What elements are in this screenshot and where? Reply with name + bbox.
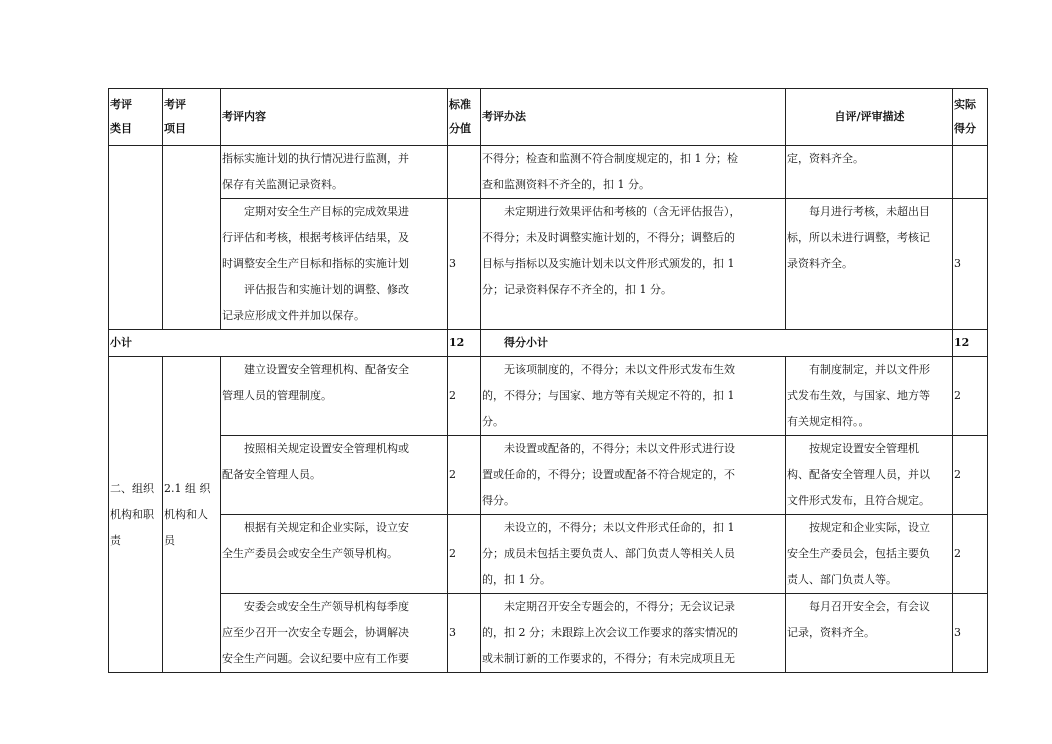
header-item: 考评 项目: [163, 89, 221, 146]
table-row: [109, 436, 988, 515]
review-cell: 每月召开安全会，有会议 记录，资料齐全。: [786, 594, 953, 673]
table-row: [109, 594, 988, 673]
item-cell: 2.1 组 织 机构和人 员: [163, 357, 221, 673]
review-cell: 有制度制定，并以文件形 式发布生效，与国家、地方等 有关规定相符。。: [786, 357, 953, 436]
actual-cell: 2: [953, 515, 988, 594]
header-method: 考评办法: [481, 89, 786, 146]
method-cell: 无该项制度的，不得分；未以文件形式发布生效 的，不得分；与国家、地方等有关规定不符的，扣 1 分。: [481, 357, 786, 436]
score-cell: 2: [448, 515, 481, 594]
header-content: 考评内容: [221, 89, 448, 146]
score-cell: 2: [448, 436, 481, 515]
method-cell: 未定期进行效果评估和考核的（含无评估报告）， 不得分；未及时调整实施计划的，不得分；调整后的 目标与指标以及实施计划未以文件形式颁发的，扣 1 分；记录资料保存不齐全的，扣 1 分。: [481, 199, 786, 330]
header-category: 考评 类目: [109, 89, 163, 146]
score-cell: 3: [448, 594, 481, 673]
header-review: 自评/评审描述: [786, 89, 953, 146]
header-row: [109, 89, 988, 146]
actual-cell: 3: [953, 594, 988, 673]
evaluation-table: [108, 88, 988, 673]
item-cell: [163, 146, 221, 330]
score-cell: 3: [448, 199, 481, 330]
review-cell: 每月进行考核，未超出目 标，所以未进行调整，考核记 录资料齐全。: [786, 199, 953, 330]
review-cell: 按规定设置安全管理机 构、配备安全管理人员，并以 文件形式发布，且符合规定。: [786, 436, 953, 515]
table-row: [109, 357, 988, 436]
category-cell: [109, 146, 163, 330]
subtotal-standard: 12: [448, 330, 481, 357]
content-cell: 安委会或安全生产领导机构每季度 应至少召开一次安全专题会，协调解决 安全生产问题。会议纪要中应有工作要: [221, 594, 448, 673]
method-cell: 未定期召开安全专题会的，不得分；无会议记录 的，扣 2 分；未跟踪上次会议工作要求的落实情况的 或未制订新的工作要求的，不得分；有未完成项且无: [481, 594, 786, 673]
method-cell: 不得分；检查和监测不符合制度规定的，扣 1 分；检 查和监测资料不齐全的，扣 1 分。: [481, 146, 786, 199]
method-cell: 未设置或配备的，不得分；未以文件形式进行设 置或任命的，不得分；设置或配备不符合规定的，不 得分。: [481, 436, 786, 515]
content-cell: 按照相关规定设置安全管理机构或 配备安全管理人员。: [221, 436, 448, 515]
category-cell: 二、组织 机构和职 责: [109, 357, 163, 673]
content-cell: 根据有关规定和企业实际，设立安 全生产委员会或安全生产领导机构。: [221, 515, 448, 594]
actual-cell: 2: [953, 436, 988, 515]
review-cell: 按规定和企业实际，设立 安全生产委员会，包括主要负 责人、部门负责人等。: [786, 515, 953, 594]
subtotal-label-2: 得分小计: [481, 330, 953, 357]
content-cell: 定期对安全生产目标的完成效果进 行评估和考核，根据考核评估结果，及 时调整安全生产目标和指标的实施计划 评估报告和实施计划的调整、修改 记录应形成文件并加以保存。: [221, 199, 448, 330]
subtotal-actual: 12: [953, 330, 988, 357]
header-standard: 标准 分值: [448, 89, 481, 146]
score-cell: [448, 146, 481, 199]
review-cell: 定，资料齐全。: [786, 146, 953, 199]
subtotal-label: 小计: [109, 330, 448, 357]
header-actual: 实际 得分: [953, 89, 988, 146]
actual-cell: [953, 146, 988, 199]
actual-cell: 3: [953, 199, 988, 330]
content-cell: 建立设置安全管理机构、配备安全 管理人员的管理制度。: [221, 357, 448, 436]
table-row: [109, 515, 988, 594]
table-row: [109, 146, 988, 199]
table-row: [109, 199, 988, 330]
method-cell: 未设立的，不得分；未以文件形式任命的，扣 1 分；成员未包括主要负责人、部门负责人等相关人员 的，扣 1 分。: [481, 515, 786, 594]
actual-cell: 2: [953, 357, 988, 436]
score-cell: 2: [448, 357, 481, 436]
content-cell: 指标实施计划的执行情况进行监测，并 保存有关监测记录资料。: [221, 146, 448, 199]
subtotal-row: [109, 330, 988, 357]
